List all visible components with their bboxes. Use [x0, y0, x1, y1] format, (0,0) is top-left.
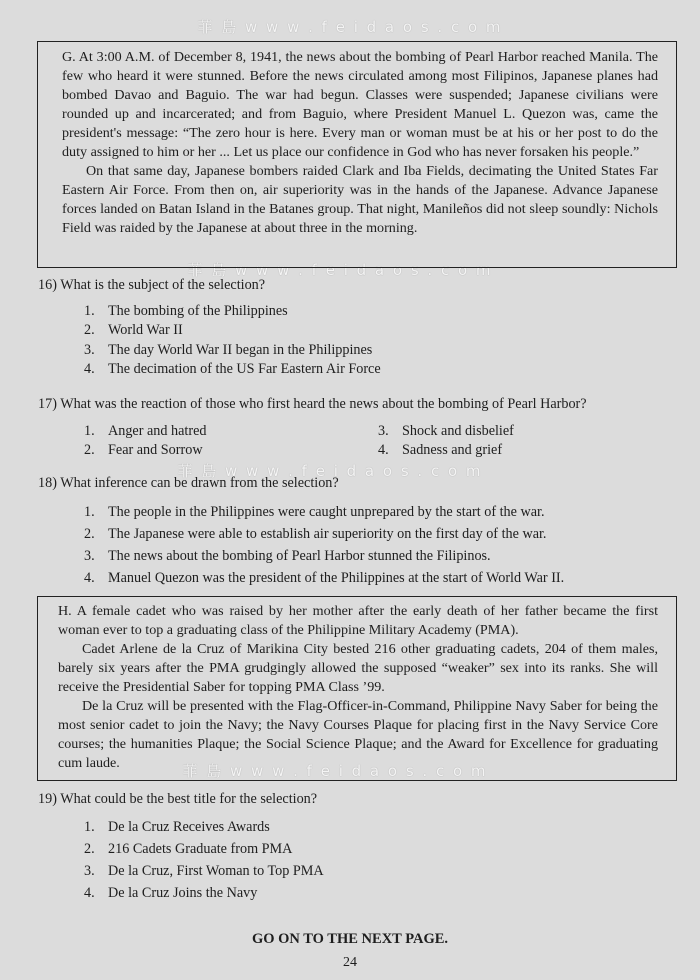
passage-g-box — [37, 41, 677, 268]
option: 4. Manuel Quezon was the president of the Philippines at the start of World War II. — [84, 570, 565, 586]
option: 1. De la Cruz Receives Awards — [84, 819, 270, 835]
option: 3. De la Cruz, First Woman to Top PMA — [84, 863, 324, 879]
question-17: 17) What was the reaction of those who first heard the news about the bombing of Pearl Harbor? — [38, 396, 587, 412]
passage-h-paragraph: De la Cruz will be presented with the Flag-Officer-in-Command, Philippine Navy Saber for being the most senior cadet to join the Navy; the Navy Courses Plaque for placing first in the Navy Service Core courses; the humanities Plaque; the Social Science Plaque; and the Award for Excellence for graduating cum laude. — [58, 698, 658, 771]
option: 4. De la Cruz Joins the Navy — [84, 885, 258, 901]
watermark: 菲 島 w w w . f e i d a o s . c o m — [197, 18, 503, 36]
page-number: 24 — [343, 955, 357, 970]
option: 3. The day World War II began in the Philippines — [84, 342, 373, 358]
passage-h-paragraph: H. A female cadet who was raised by her mother after the early death of her father became the first woman ever to top a graduating class of the Philippine Military Academy (PMA). — [58, 603, 658, 638]
option: 1. Anger and hatred — [84, 423, 207, 439]
option: 2. Fear and Sorrow — [84, 442, 203, 458]
option: 4. The decimation of the US Far Eastern Air Force — [84, 361, 381, 377]
option: 1. The bombing of the Philippines — [84, 303, 288, 319]
question-16: 16) What is the subject of the selection? — [38, 277, 266, 293]
option: 2. The Japanese were able to establish air superiority on the first day of the war. — [84, 526, 547, 542]
option: 2. 216 Cadets Graduate from PMA — [84, 841, 293, 857]
option: 3. The news about the bombing of Pearl Harbor stunned the Filipinos. — [84, 548, 491, 564]
watermark: 菲 島 w w w . f e i d a o s . c o m — [182, 762, 488, 780]
question-18: 18) What inference can be drawn from the selection? — [38, 475, 339, 491]
next-page-note: GO ON TO THE NEXT PAGE. — [251, 931, 449, 947]
option: 3. Shock and disbelief — [378, 423, 514, 439]
passage-h-paragraph: Cadet Arlene de la Cruz of Marikina City bested 216 other graduating cadets, 204 of them males, barely six years after the PMA grudgingly allowed the supposed “weaker” sex into its ranks. She will receive the Presidential Saber for topping PMA Class ’99. — [58, 641, 658, 695]
passage-h-box — [37, 596, 677, 781]
passage-g-paragraph: G. At 3:00 A.M. of December 8, 1941, the news about the bombing of Pearl Harbor reached Manila. The few who heard it were stunned. Before the news circulated among most Filipinos, Japanese planes had bombed Davao and Baguio. The war had begun. Classes were suspended; Japanese civilians were rounded up and incarcerated; and from Baguio, where President Manuel L. Quezon was, came the president's message: “The zero hour is here. Every man or woman must be at his or her post to do the duty assigned to him or her ... Let us place our confidence in God who has never forsaken his people.” — [62, 49, 658, 160]
option: 2. World War II — [84, 322, 183, 338]
passage-g-paragraph: On that same day, Japanese bombers raided Clark and Iba Fields, decimating the United States Far Eastern Air Force. From then on, air superiority was in the hands of the Japanese. Advance Japanese forces landed on Batan Island in the Batanes group. That night, Manileños did not sleep soundly: Nichols Field was raided by the Japanese at about three in the morning. — [62, 163, 658, 236]
watermark: 菲 島 w w w . f e i d a o s . c o m — [177, 462, 483, 480]
option: 1. The people in the Philippines were caught unprepared by the start of the war. — [84, 504, 545, 520]
question-19: 19) What could be the best title for the selection? — [38, 791, 318, 807]
watermark: 菲 島 w w w . f e i d a o s . c o m — [187, 261, 493, 279]
option: 4. Sadness and grief — [378, 442, 503, 458]
